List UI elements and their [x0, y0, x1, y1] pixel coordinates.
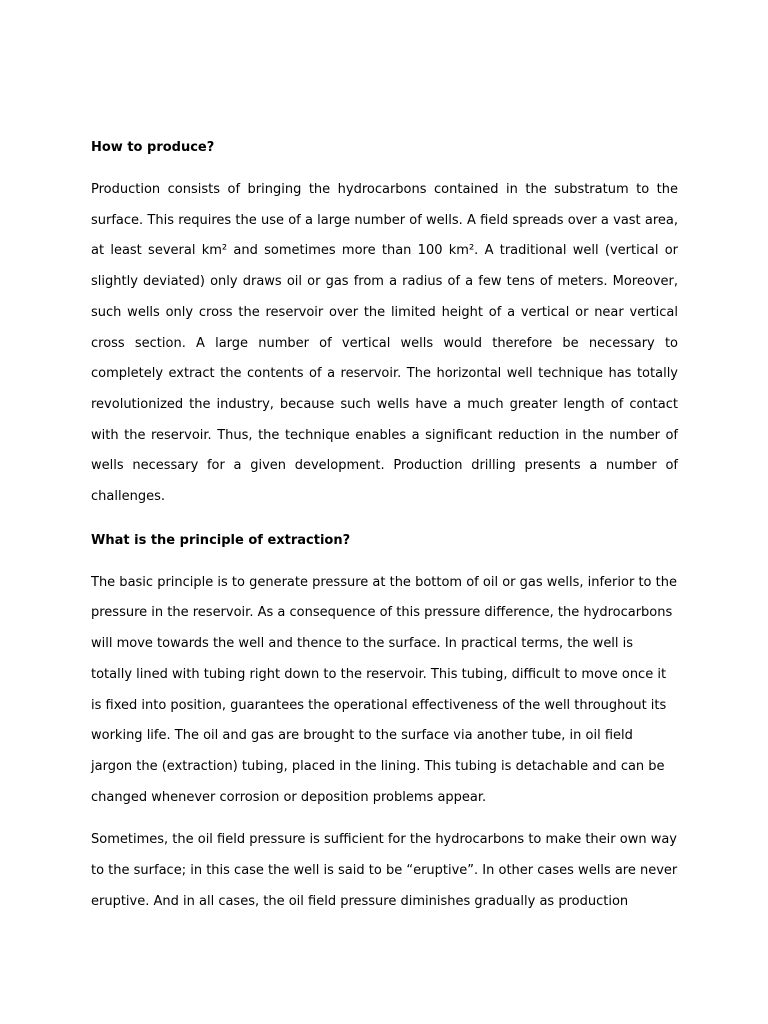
- section-heading-how-to-produce: How to produce?: [91, 140, 215, 155]
- paragraph-eruptive-wells: Sometimes, the oil field pressure is sufficient for the hydrocarbons to make their own way to the surface; in this case the well is said to be “eruptive”. In other cases wells are never eruptive. And in all cases, the oil field pressure diminishes gradually as production: [91, 832, 678, 909]
- paragraph-basic-principle: The basic principle is to generate pressure at the bottom of oil or gas wells, inferior to the pressure in the reservoir. As a consequence of this pressure difference, the hydrocarbons will move towards the well and thence to the surface. In practical terms, the well is totally lined with tubing right down to the reservoir. This tubing, difficult to move once it is fixed into position, guarantees the operational effectiveness of the well throughout its working life. The oil and gas are brought to the surface via another tube, in oil field jargon the (extraction) tubing, placed in the lining. This tubing is detachable and can be changed whenever corrosion or deposition problems appear.: [91, 574, 677, 805]
- document-page: [91, 132, 678, 929]
- paragraph-production: Production consists of bringing the hydrocarbons contained in the substratum to the surface. This requires the use of a large number of wells. A field spreads over a vast area, at least several km² and sometimes more than 100 km². A traditional well (vertical or slightly deviated) only draws oil or gas from a radius of a few tens of meters. Moreover, such wells only cross the reservoir over the limited height of a vertical or near vertical cross section. A large number of vertical wells would therefore be necessary to completely extract the contents of a reservoir. The horizontal well technique has totally revolutionized the industry, because such wells have a much greater length of contact with the reservoir. Thus, the technique enables a significant reduction in the number of wells necessary for a given development. Production drilling presents a number of challenges.: [91, 182, 678, 505]
- section-heading-principle-of-extraction: What is the principle of extraction?: [91, 532, 351, 548]
